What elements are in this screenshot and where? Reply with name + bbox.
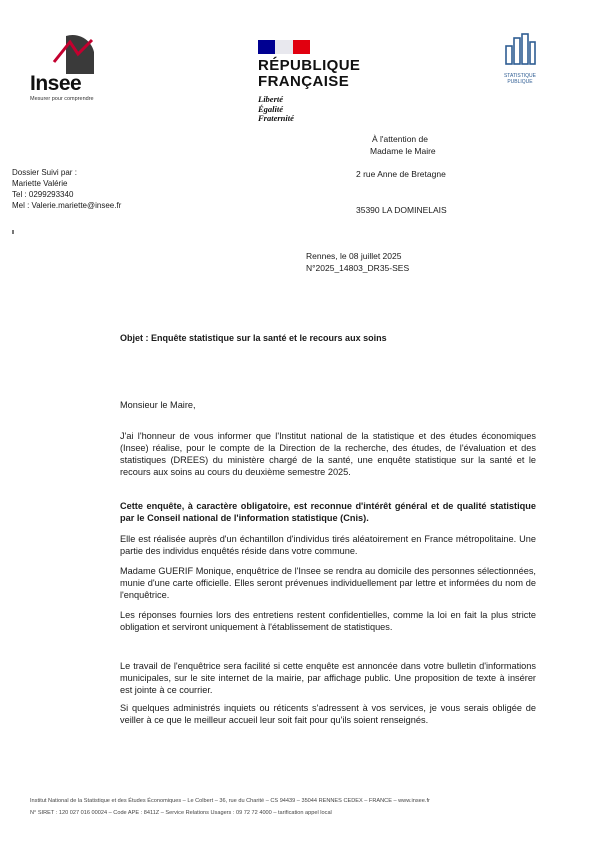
- paragraph-3: [120, 533, 536, 557]
- contact-line-1: Dossier Suivi par :: [12, 168, 77, 177]
- fold-mark: [12, 230, 14, 234]
- salutation: Monsieur le Maire,: [120, 400, 196, 410]
- letter-reference: N°2025_14803_DR35-SES: [306, 263, 410, 273]
- republic-title: [258, 58, 398, 90]
- motto-fraternite: Fraternité: [258, 113, 294, 123]
- paragraph-4: [120, 565, 536, 601]
- insee-logo: [30, 32, 102, 106]
- ssp-label-line-1: STATISTIQUE: [503, 73, 537, 79]
- letter-date: Rennes, le 08 juillet 2025: [306, 251, 402, 261]
- paragraph-4-text: Madame GUERIF Monique, enquêtrice de l'Insee se rendra au domicile des personnes sélectionnées, munie d'une carte officielle. Elles seront prévenues individuellement par lettre et informées du nom de l'enquêtrice.: [120, 566, 536, 600]
- footer-line-2: N° SIRET : 120 027 016 00024 – Code APE : 8411Z – Service Relations Usagers : 09 72 72 4000 – tarification appel local: [30, 810, 332, 816]
- ssp-bars-icon: [503, 32, 537, 66]
- insee-logo-mark-icon: [52, 32, 96, 76]
- motto-liberte: Liberté: [258, 94, 284, 104]
- insee-tagline: Mesurer pour comprendre: [30, 96, 94, 102]
- statistique-publique-logo: [500, 32, 540, 85]
- republic-title-line-2: FRANÇAISE: [258, 73, 350, 90]
- attention-line-2: Madame le Maire: [370, 146, 436, 156]
- recipient-street: 2 rue Anne de Bretagne: [356, 169, 446, 179]
- marianne-flag-icon: [258, 40, 310, 54]
- letter-subject: Objet : Enquête statistique sur la santé et le recours aux soins: [120, 333, 387, 343]
- paragraph-3-text: Elle est réalisée auprès d'un échantillon d'individus tirés aléatoirement en France métropolitaine. Une partie des individus enquêtés réside dans votre commune.: [120, 534, 536, 556]
- paragraph-7-text: Si quelques administrés inquiets ou réticents s'adressent à vos services, je vous serais obligée de veiller à ce que le meilleur accueil leur soit fait pour qu'ils soient renseignés.: [120, 703, 536, 725]
- paragraph-6: [120, 660, 536, 696]
- insee-wordmark: Insee: [30, 72, 82, 95]
- contact-email: Mel : Valerie.mariette@insee.fr: [12, 201, 122, 210]
- ssp-label-line-2: PUBLIQUE: [507, 79, 533, 85]
- paragraph-2: [120, 500, 536, 524]
- contact-block: [12, 167, 121, 211]
- paragraph-6-text: Le travail de l'enquêtrice sera facilité si cette enquête est annoncée dans votre bulletin d'informations municipales, sur le site internet de la mairie, par affichage public. Une proposition de texte à insérer est jointe à ce courrier.: [120, 661, 536, 695]
- paragraph-1-text: J'ai l'honneur de vous informer que l'Institut national de la statistique et des études économiques (Insee) réalise, pour le compte de la Direction de la recherche, des études, de l'évaluation et des statistiques (DREES) du ministère chargé de la santé, une enquête statistique sur la santé et le recours aux soins au cours du deuxième semestre 2025.: [120, 431, 536, 477]
- contact-line-2: Mariette Valérie: [12, 179, 68, 188]
- paragraph-5: [120, 609, 536, 633]
- motto-egalite: Égalité: [258, 103, 284, 114]
- paragraph-5-text: Les réponses fournies lors des entretiens restent confidentielles, comme la loi en fait la plus stricte obligation et serviront uniquement à l'établissement de statistiques.: [120, 610, 536, 632]
- footer-line-1: Institut National de la Statistique et des Études Économiques – Le Colbert – 36, rue du Charité – CS 94439 – 35044 RENNES CEDEX – FRANCE – www.insee.fr: [30, 798, 430, 804]
- paragraph-2-text: Cette enquête, à caractère obligatoire, est reconnue d'intérêt général et de qualité statistique par le Conseil national de l'information statistique (Cnis).: [120, 501, 536, 523]
- paragraph-1: [120, 430, 536, 478]
- paragraph-7: [120, 702, 536, 726]
- republic-title-line-1: RÉPUBLIQUE: [258, 57, 361, 74]
- republique-francaise-block: [258, 40, 398, 124]
- recipient-city: 35390 LA DOMINELAIS: [356, 205, 447, 215]
- ssp-label: [500, 73, 540, 85]
- contact-phone: Tel : 0299293340: [12, 190, 74, 199]
- republic-motto: [258, 95, 398, 124]
- attention-line-1: À l'attention de: [372, 134, 428, 144]
